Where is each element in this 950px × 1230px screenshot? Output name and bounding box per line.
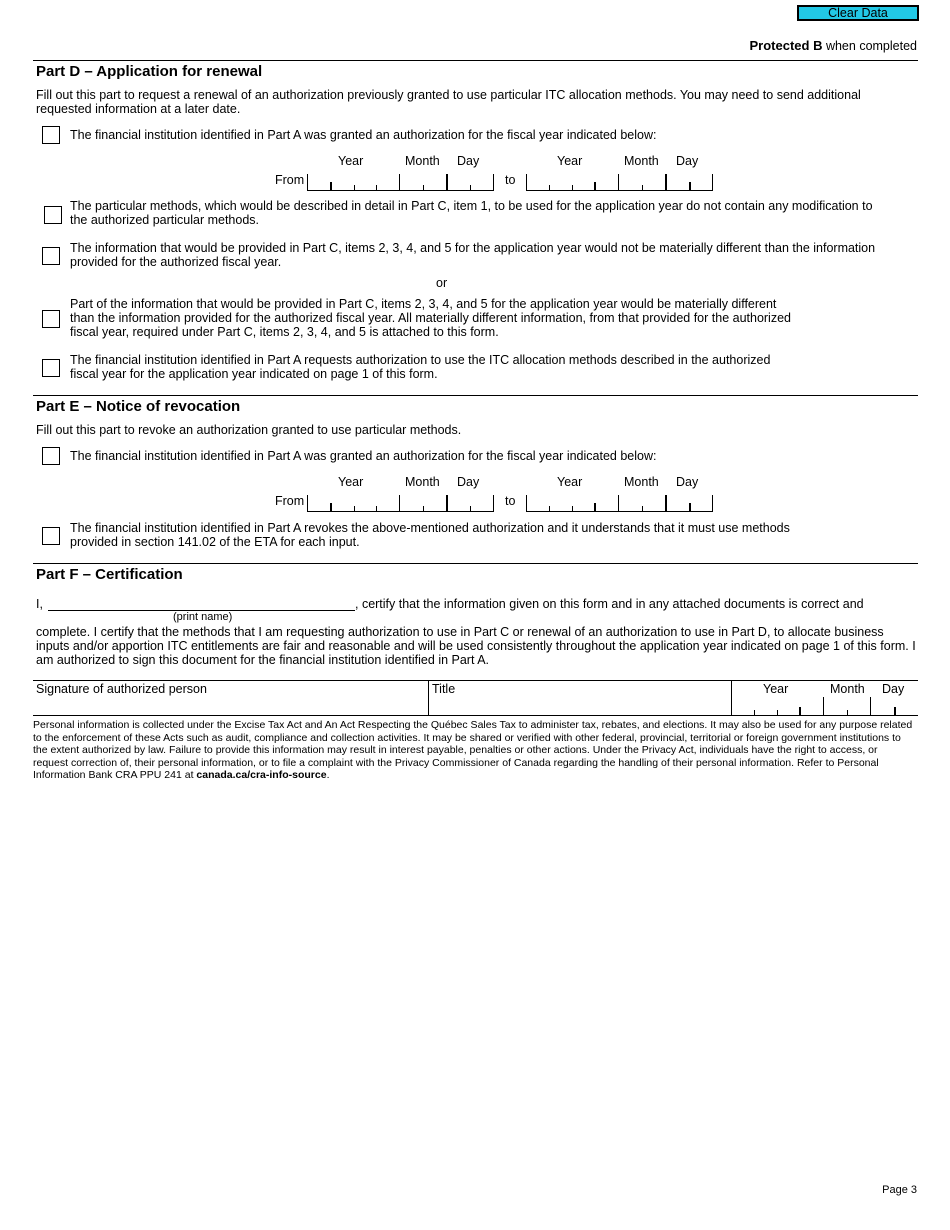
month-label: Month xyxy=(624,475,659,489)
part-e-checkbox-1[interactable] xyxy=(42,447,60,465)
from-day-field[interactable] xyxy=(447,495,494,512)
year-label: Year xyxy=(338,475,364,489)
part-e-date-range xyxy=(0,475,950,515)
digit-separator xyxy=(619,185,642,190)
privacy-notice: Personal information is collected under the Excise Tax Act and An Act Respecting the Québec Sales Tax to administer tax, rebates, and elections. It may also be used for any purpose related to the enforcement of these Acts such as audit, compliance and collection activities. It may be shared or verified with other federal, provincial, territorial or foreign government institutions to the extent authorized by law. Failure to provide this information may result in interest payable, penalties or other actions. Under the Privacy Act, individuals have the right to access, or request correction of, their personal information, or to file a complaint with the Privacy Commissioner of Canada regarding the handling of their personal information. Refer to Personal Information Bank CRA PPU 241 at canada.ca/cra-info-source. xyxy=(33,719,913,781)
digit-separator xyxy=(308,185,330,190)
digit-separator xyxy=(448,506,470,511)
digit-separator xyxy=(376,506,399,511)
digit-separator xyxy=(667,185,689,190)
from-year-field[interactable] xyxy=(307,495,400,512)
year-label: Year xyxy=(338,154,364,168)
to-year-field[interactable] xyxy=(526,495,619,512)
digit-separator xyxy=(354,185,377,190)
part-d-intro: Fill out this part to request a renewal of an authorization previously granted to use particular ITC allocation methods. You may need to send additional requested information at a later date. xyxy=(36,88,861,116)
part-f-title: Part F – Certification xyxy=(36,566,183,583)
month-label: Month xyxy=(830,682,865,696)
part-d-checkbox-4[interactable] xyxy=(42,310,60,328)
digit-separator xyxy=(423,185,447,190)
part-d-checkbox-3[interactable] xyxy=(42,247,60,265)
part-d-checkbox-1[interactable] xyxy=(42,126,60,144)
certify-i-label: I, xyxy=(36,597,43,611)
day-label: Day xyxy=(676,154,699,168)
digit-separator xyxy=(594,182,618,190)
month-label: Month xyxy=(624,154,659,168)
to-month-field[interactable] xyxy=(619,174,666,191)
part-d-date-range xyxy=(0,154,950,194)
digit-separator xyxy=(549,506,572,511)
digit-separator xyxy=(667,506,689,511)
digit-separator xyxy=(448,185,470,190)
digit-separator xyxy=(354,506,377,511)
part-e-intro: Fill out this part to revoke an authorization granted to use particular methods. xyxy=(36,423,462,437)
digit-separator xyxy=(527,185,549,190)
protected-b-label: Protected B when completed xyxy=(749,38,917,53)
digit-separator xyxy=(549,185,572,190)
to-year-field[interactable] xyxy=(526,174,619,191)
digit-separator xyxy=(400,185,423,190)
part-d-item-1: The financial institution identified in Part A was granted an authorization for the fiscal year indicated below: xyxy=(70,128,657,142)
or-label: or xyxy=(436,276,448,290)
day-label: Day xyxy=(457,154,480,168)
signature-field[interactable] xyxy=(33,680,428,716)
print-name-caption: (print name) xyxy=(173,611,233,623)
to-month-field[interactable] xyxy=(619,495,666,512)
digit-separator xyxy=(423,506,447,511)
part-e-title: Part E – Notice of revocation xyxy=(36,398,241,415)
from-label: From xyxy=(275,494,305,508)
part-d-item-2: The particular methods, which would be described in detail in Part C, item 1, to be used for the application year do not contain any modification to the authorized particular methods. xyxy=(70,199,873,227)
from-month-field[interactable] xyxy=(400,495,447,512)
day-label: Day xyxy=(457,475,480,489)
clear-data-button[interactable]: Clear Data xyxy=(797,5,919,21)
year-label: Year xyxy=(763,682,789,696)
digit-separator xyxy=(400,506,423,511)
digit-separator xyxy=(330,182,354,190)
part-d-checkbox-2[interactable] xyxy=(44,206,62,224)
divider xyxy=(33,395,918,396)
divider xyxy=(33,60,918,61)
digit-separator xyxy=(619,506,642,511)
page-number: Page 3 xyxy=(882,1184,917,1196)
part-d-title: Part D – Application for renewal xyxy=(36,63,263,80)
digit-separator xyxy=(689,182,713,190)
month-label: Month xyxy=(405,154,440,168)
from-month-field[interactable] xyxy=(400,174,447,191)
digit-separator xyxy=(572,506,595,511)
part-e-item-1: The financial institution identified in Part A was granted an authorization for the fiscal year indicated below: xyxy=(70,449,657,463)
from-year-field[interactable] xyxy=(307,174,400,191)
digit-separator xyxy=(572,185,595,190)
month-label: Month xyxy=(405,475,440,489)
digit-separator xyxy=(527,506,549,511)
signature-label: Signature of authorized person xyxy=(36,682,207,696)
part-e-item-2: The financial institution identified in Part A revokes the above-mentioned authorization and it understands that it must use methods provided in section 141.02 of the ETA for each input. xyxy=(70,521,790,549)
digit-separator xyxy=(470,185,493,190)
year-label: Year xyxy=(557,475,583,489)
digit-separator xyxy=(308,506,330,511)
privacy-link[interactable]: canada.ca/cra-info-source xyxy=(196,769,327,781)
day-label: Day xyxy=(882,682,905,696)
part-d-item-3: The information that would be provided in Part C, items 2, 3, 4, and 5 for the application year would not be materially different than the information provided for the authorized fiscal year. xyxy=(70,241,876,269)
part-e-checkbox-2[interactable] xyxy=(42,527,60,545)
to-day-field[interactable] xyxy=(666,174,713,191)
digit-separator xyxy=(376,185,399,190)
digit-separator xyxy=(689,503,713,511)
digit-separator xyxy=(330,503,354,511)
digit-separator xyxy=(594,503,618,511)
title-label: Title xyxy=(432,682,456,696)
certify-text: , certify that the information given on this form and in any attached documents is correct and xyxy=(355,597,864,611)
part-d-item-5: The financial institution identified in Part A requests authorization to use the ITC allocation methods described in the authorized fiscal year for the application year indicated on page 1 of this form. xyxy=(70,353,771,381)
day-label: Day xyxy=(676,475,699,489)
to-label: to xyxy=(505,173,516,187)
certify-body: complete. I certify that the methods that I am requesting authorization to use in Part C or renewal of an authorization to use in Part D, to allocate business inputs and/or apportion ITC entitlements are fair and reasonable and will be used consistently throughout the application year indicated on page 1 of this form. I am authorized to sign this document for the financial institution identified in Part A. xyxy=(36,625,916,667)
part-d-checkbox-5[interactable] xyxy=(42,359,60,377)
to-label: to xyxy=(505,494,516,508)
year-label: Year xyxy=(557,154,583,168)
from-label: From xyxy=(275,173,305,187)
divider xyxy=(33,563,918,564)
digit-separator xyxy=(642,506,666,511)
signature-date-ticks xyxy=(732,697,919,715)
print-name-field[interactable] xyxy=(48,597,355,611)
title-field[interactable] xyxy=(428,680,731,716)
to-day-field[interactable] xyxy=(666,495,713,512)
signature-date-field[interactable] xyxy=(731,680,918,716)
from-day-field[interactable] xyxy=(447,174,494,191)
digit-separator xyxy=(470,506,493,511)
digit-separator xyxy=(642,185,666,190)
part-d-item-4: Part of the information that would be provided in Part C, items 2, 3, 4, and 5 for the application year would be materially different than the information provided for the authorized fiscal year. All materially different information, from that provided for the authorized fiscal year, required under Part C, items 2, 3, 4, and 5 is attached to this form. xyxy=(70,297,791,339)
